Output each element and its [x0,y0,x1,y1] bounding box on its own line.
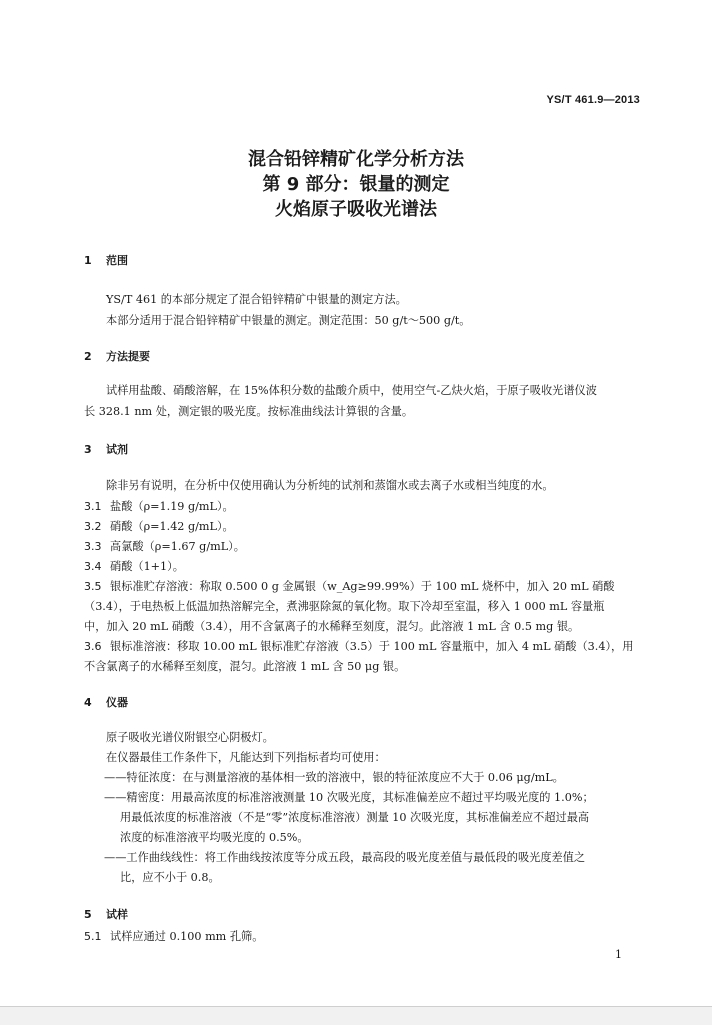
instrument-criterion: ——精密度：用最高浓度的标准溶液测量 10 次吸光度，其标准偏差应不超过平均吸光度的 1.0%； [104,791,594,804]
section-number: 3 [84,443,92,456]
title-line-3: 火焰原子吸收光谱法 [275,199,437,220]
section-1-heading [84,252,128,268]
reagent-item-3-5-line-2: （3.4），于电热板上低温加热溶解完全，煮沸驱除氮的氧化物。取下冷却至室温，移入 1 000 mL 容量瓶 [84,600,605,613]
section-title: 试样 [106,908,128,921]
section-4-paragraph-2: 在仪器最佳工作条件下，凡能达到下列指标者均可使用： [106,751,386,764]
scan-bottom-edge [0,1006,712,1025]
section-number: 2 [84,350,92,363]
reagent-item: 3.1 盐酸（ρ=1.19 g/mL）。 [84,500,234,513]
section-title: 范围 [106,254,128,267]
section-1-paragraph-2: 本部分适用于混合铅锌精矿中银量的测定。测定范围：50 g/t～500 g/t。 [106,314,471,327]
reagent-item: 3.3 高氯酸（ρ=1.67 g/mL）。 [84,540,245,553]
section-2-line-2: 长 328.1 nm 处，测定银的吸光度。按标准曲线法计算银的含量。 [84,405,414,418]
section-number: 5 [84,908,92,921]
section-3-heading [84,441,128,457]
instrument-criterion: ——工作曲线线性：将工作曲线按浓度等分成五段，最高段的吸光度差值与最低段的吸光度差值之 [104,851,586,864]
section-title: 试剂 [106,443,128,456]
title-line-2: 第 9 部分：银量的测定 [262,174,450,195]
reagent-item: 3.4 硝酸（1+1）。 [84,560,184,573]
standard-number: YS/T 461.9—2013 [546,94,640,106]
section-number: 1 [84,254,92,267]
section-title: 方法提要 [106,350,150,363]
reagent-item-3-6-line-2: 不含氯离子的水稀释至刻度，混匀。此溶液 1 mL 含 50 μg 银。 [84,660,406,673]
section-3-intro: 除非另有说明，在分析中仅使用确认为分析纯的试剂和蒸馏水或去离子水或相当纯度的水。 [106,479,554,492]
section-number: 4 [84,696,92,709]
document-title [0,147,712,222]
section-1-paragraph-1: YS/T 461 的本部分规定了混合铅锌精矿中银量的测定方法。 [106,293,407,306]
page-number: 1 [615,948,622,961]
reagent-item: 3.2 硝酸（ρ=1.42 g/mL）。 [84,520,234,533]
reagent-item-3-5: 3.5 银标准贮存溶液：称取 0.500 0 g 金属银（w_Ag≥99.99%）于 100 mL 烧杯中，加入 20 mL 硝酸 [84,580,615,593]
section-5-heading [84,906,128,922]
section-2-heading [84,348,150,364]
instrument-criterion-cont: 用最低浓度的标准溶液（不是“零”浓度标准溶液）测量 10 次吸光度，其标准偏差应不超过最高 [120,811,590,824]
title-line-1: 混合铅锌精矿化学分析方法 [248,149,464,170]
instrument-criterion: ——特征浓度：在与测量溶液的基体相一致的溶液中，银的特征浓度应不大于 0.06 μg/mL。 [104,771,564,784]
instrument-criterion-cont: 比，应不小于 0.8。 [120,871,220,884]
section-4-heading [84,694,128,710]
reagent-item-3-5-line-3: 中，加入 20 mL 硝酸（3.4），用不含氯离子的水稀释至刻度，混匀。此溶液 1 mL 含 0.5 mg 银。 [84,620,580,633]
section-4-paragraph-1: 原子吸收光谱仪附银空心阴极灯。 [106,731,274,744]
sample-item-5-1: 5.1 试样应通过 0.100 mm 孔筛。 [84,930,264,943]
instrument-criterion-cont: 浓度的标准溶液平均吸光度的 0.5%。 [120,831,309,844]
section-2-line-1: 试样用盐酸、硝酸溶解，在 15%体积分数的盐酸介质中，使用空气-乙炔火焰，于原子吸收光谱仪波 [106,384,597,397]
reagent-item-3-6: 3.6 银标准溶液：移取 10.00 mL 银标准贮存溶液（3.5）于 100 mL 容量瓶中，加入 4 mL 硝酸（3.4），用 [84,640,634,653]
section-title: 仪器 [106,696,128,709]
